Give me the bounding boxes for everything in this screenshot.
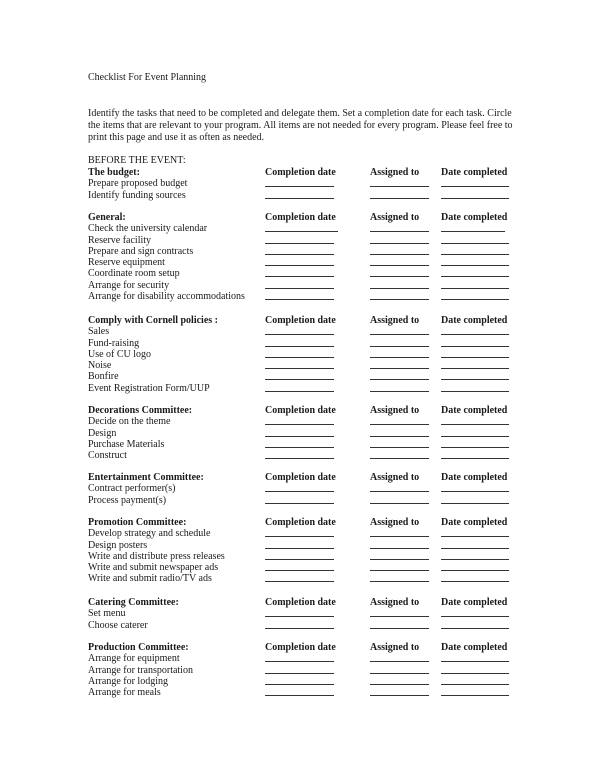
section-heading: Entertainment Committee:: [88, 472, 204, 483]
completion-date-blank[interactable]: [265, 661, 334, 662]
checklist-section: [0, 167, 600, 201]
assigned-to-blank[interactable]: [370, 661, 429, 662]
checklist-item-row: [0, 349, 600, 360]
task-label: Arrange for equipment: [88, 653, 180, 665]
assigned-to-blank[interactable]: [370, 447, 429, 448]
task-label: Decide on the theme: [88, 416, 171, 428]
assigned-to-blank[interactable]: [370, 357, 429, 358]
date-completed-blank[interactable]: [441, 276, 509, 277]
date-completed-blank[interactable]: [441, 288, 509, 289]
completion-date-blank[interactable]: [265, 559, 334, 560]
assigned-to-column-header: Assigned to: [370, 517, 420, 528]
date-completed-column-header: Date completed: [441, 597, 508, 608]
task-label: Construct: [88, 450, 127, 462]
checklist-item-row: [0, 620, 600, 631]
date-completed-blank[interactable]: [441, 628, 509, 629]
task-label: Arrange for security: [88, 279, 170, 291]
checklist-item-row: [0, 528, 600, 539]
assigned-to-blank[interactable]: [370, 288, 429, 289]
checklist-item-row: [0, 540, 600, 551]
section-header-row: [0, 212, 600, 223]
date-completed-column-header: Date completed: [441, 315, 508, 326]
task-label: Reserve facility: [88, 234, 152, 246]
date-completed-column-header: Date completed: [441, 517, 508, 528]
assigned-to-blank[interactable]: [370, 559, 429, 560]
assigned-to-blank[interactable]: [370, 503, 429, 504]
completion-date-blank[interactable]: [265, 491, 334, 492]
checklist-item-row: [0, 573, 600, 584]
assigned-to-blank[interactable]: [370, 581, 429, 582]
completion-date-blank[interactable]: [265, 243, 334, 244]
date-completed-blank[interactable]: [441, 254, 509, 255]
assigned-to-blank[interactable]: [370, 616, 429, 617]
intro-line: the items that are relevant to your program. All items are not needed for every program. Please feel free to: [88, 120, 513, 131]
task-label: Arrange for transportation: [88, 664, 193, 676]
checklist-item-row: [0, 235, 600, 246]
checklist-item-row: [0, 676, 600, 687]
task-label: Prepare proposed budget: [88, 178, 188, 190]
assigned-to-blank[interactable]: [370, 346, 429, 347]
assigned-to-column-header: Assigned to: [370, 212, 420, 223]
task-label: Design: [88, 427, 117, 439]
date-completed-blank[interactable]: [441, 616, 509, 617]
completion-date-column-header: Completion date: [265, 212, 336, 223]
completion-date-column-header: Completion date: [265, 405, 336, 416]
date-completed-column-header: Date completed: [441, 212, 508, 223]
date-completed-blank[interactable]: [441, 198, 509, 199]
checklist-section: [0, 517, 600, 585]
assigned-to-blank[interactable]: [370, 265, 429, 266]
task-label: Prepare and sign contracts: [88, 245, 194, 257]
completion-date-blank[interactable]: [265, 424, 334, 425]
section-header-row: [0, 472, 600, 483]
assigned-to-blank[interactable]: [370, 231, 429, 232]
completion-date-blank[interactable]: [265, 628, 334, 629]
checklist-section: [0, 405, 600, 461]
task-label: Develop strategy and schedule: [88, 528, 211, 540]
task-label: Arrange for meals: [88, 687, 161, 699]
task-label: Sales: [88, 326, 110, 338]
checklist-item-row: [0, 326, 600, 337]
checklist-item-row: [0, 608, 600, 619]
assigned-to-blank[interactable]: [370, 570, 429, 571]
section-heading: Production Committee:: [88, 642, 189, 653]
checklist-item-row: [0, 483, 600, 494]
completion-date-blank[interactable]: [265, 616, 334, 617]
completion-date-blank[interactable]: [265, 391, 334, 392]
section-header-row: [0, 315, 600, 326]
completion-date-column-header: Completion date: [265, 597, 336, 608]
assigned-to-blank[interactable]: [370, 276, 429, 277]
checklist-item-row: [0, 360, 600, 371]
checklist-item-row: [0, 371, 600, 382]
task-label: Write and distribute press releases: [88, 550, 225, 562]
date-completed-blank[interactable]: [441, 243, 509, 244]
completion-date-blank[interactable]: [265, 198, 334, 199]
assigned-to-column-header: Assigned to: [370, 315, 420, 326]
completion-date-blank[interactable]: [265, 695, 334, 696]
section-header-row: [0, 517, 600, 528]
date-completed-blank[interactable]: [441, 391, 509, 392]
assigned-to-column-header: Assigned to: [370, 597, 420, 608]
intro-line: print this page and use it as often as needed.: [88, 132, 265, 143]
checklist-item-row: [0, 495, 600, 506]
assigned-to-blank[interactable]: [370, 536, 429, 537]
task-label: Process payment(s): [88, 494, 167, 506]
date-completed-blank[interactable]: [441, 334, 509, 335]
date-completed-blank[interactable]: [441, 436, 509, 437]
assigned-to-column-header: Assigned to: [370, 167, 420, 178]
date-completed-column-header: Date completed: [441, 472, 508, 483]
checklist-section: [0, 642, 600, 698]
completion-date-column-header: Completion date: [265, 315, 336, 326]
task-label: Check the university calendar: [88, 223, 208, 235]
assigned-to-blank[interactable]: [370, 491, 429, 492]
checklist-item-row: [0, 291, 600, 302]
date-completed-blank[interactable]: [441, 379, 509, 380]
completion-date-blank[interactable]: [265, 503, 334, 504]
completion-date-blank[interactable]: [265, 299, 334, 300]
assigned-to-column-header: Assigned to: [370, 642, 420, 653]
assigned-to-blank[interactable]: [370, 254, 429, 255]
date-completed-blank[interactable]: [441, 231, 505, 232]
date-completed-blank[interactable]: [441, 299, 509, 300]
checklist-item-row: [0, 178, 600, 189]
section-header-row: [0, 167, 600, 178]
checklist-item-row: [0, 551, 600, 562]
completion-date-blank[interactable]: [265, 458, 334, 459]
date-completed-blank[interactable]: [441, 536, 509, 537]
completion-date-column-header: Completion date: [265, 167, 336, 178]
checklist-item-row: [0, 338, 600, 349]
checklist-section: [0, 597, 600, 631]
assigned-to-blank[interactable]: [370, 695, 429, 696]
task-label: Design posters: [88, 539, 148, 551]
completion-date-blank[interactable]: [265, 581, 334, 582]
completion-date-blank[interactable]: [265, 231, 338, 232]
section-heading: Promotion Committee:: [88, 517, 187, 528]
section-header-row: [0, 642, 600, 653]
completion-date-column-header: Completion date: [265, 517, 336, 528]
task-label: Arrange for disability accommodations: [88, 291, 245, 303]
completion-date-blank[interactable]: [265, 334, 334, 335]
date-completed-blank[interactable]: [441, 570, 509, 571]
section-heading: Decorations Committee:: [88, 405, 193, 416]
task-label: Arrange for lodging: [88, 675, 168, 687]
date-completed-blank[interactable]: [441, 503, 509, 504]
completion-date-blank[interactable]: [265, 684, 334, 685]
date-completed-blank[interactable]: [441, 368, 509, 369]
completion-date-blank[interactable]: [265, 265, 334, 266]
completion-date-blank[interactable]: [265, 447, 334, 448]
date-completed-blank[interactable]: [441, 695, 509, 696]
document-title: Checklist For Event Planning: [88, 72, 207, 83]
assigned-to-blank[interactable]: [370, 379, 429, 380]
date-completed-blank[interactable]: [441, 673, 509, 674]
completion-date-blank[interactable]: [265, 276, 334, 277]
checklist-item-row: [0, 562, 600, 573]
date-completed-blank[interactable]: [441, 548, 509, 549]
assigned-to-blank[interactable]: [370, 436, 429, 437]
checklist-item-row: [0, 280, 600, 291]
task-label: Contract performer(s): [88, 483, 176, 495]
completion-date-blank[interactable]: [265, 368, 334, 369]
checklist-item-row: [0, 190, 600, 201]
task-label: Set menu: [88, 608, 126, 620]
date-completed-blank[interactable]: [441, 346, 509, 347]
completion-date-blank[interactable]: [265, 548, 334, 549]
before-event-label: BEFORE THE EVENT:: [88, 155, 186, 166]
assigned-to-blank[interactable]: [370, 299, 429, 300]
date-completed-column-header: Date completed: [441, 167, 508, 178]
date-completed-blank[interactable]: [441, 357, 509, 358]
section-heading: Catering Committee:: [88, 597, 179, 608]
assigned-to-blank[interactable]: [370, 548, 429, 549]
date-completed-blank[interactable]: [441, 447, 509, 448]
checklist-item-row: [0, 687, 600, 698]
date-completed-blank[interactable]: [441, 186, 509, 187]
checklist-item-row: [0, 428, 600, 439]
date-completed-blank[interactable]: [441, 661, 509, 662]
task-label: Fund-raising: [88, 337, 140, 349]
task-label: Use of CU logo: [88, 348, 152, 360]
date-completed-blank[interactable]: [441, 265, 509, 266]
task-label: Reserve equipment: [88, 257, 165, 269]
completion-date-column-header: Completion date: [265, 472, 336, 483]
section-heading: General:: [88, 212, 126, 223]
section-header-row: [0, 597, 600, 608]
checklist-item-row: [0, 450, 600, 461]
checklist-section: [0, 472, 600, 506]
task-label: Write and submit newspaper ads: [88, 562, 219, 574]
date-completed-blank[interactable]: [441, 491, 509, 492]
assigned-to-column-header: Assigned to: [370, 405, 420, 416]
completion-date-blank[interactable]: [265, 346, 334, 347]
date-completed-blank[interactable]: [441, 458, 509, 459]
completion-date-blank[interactable]: [265, 357, 334, 358]
assigned-to-blank[interactable]: [370, 243, 429, 244]
date-completed-blank[interactable]: [441, 559, 509, 560]
assigned-to-blank[interactable]: [370, 368, 429, 369]
assigned-to-blank[interactable]: [370, 684, 429, 685]
checklist-item-row: [0, 246, 600, 257]
assigned-to-blank[interactable]: [370, 186, 429, 187]
assigned-to-blank[interactable]: [370, 391, 429, 392]
checklist-item-row: [0, 665, 600, 676]
date-completed-column-header: Date completed: [441, 405, 508, 416]
completion-date-blank[interactable]: [265, 288, 334, 289]
section-header-row: [0, 405, 600, 416]
date-completed-blank[interactable]: [441, 424, 509, 425]
assigned-to-blank[interactable]: [370, 673, 429, 674]
task-label: Write and submit radio/TV ads: [88, 573, 212, 585]
task-label: Coordinate room setup: [88, 268, 180, 280]
completion-date-blank[interactable]: [265, 186, 334, 187]
checklist-item-row: [0, 383, 600, 394]
date-completed-column-header: Date completed: [441, 642, 508, 653]
checklist-item-row: [0, 653, 600, 664]
checklist-item-row: [0, 416, 600, 427]
completion-date-blank[interactable]: [265, 536, 334, 537]
section-heading: The budget:: [88, 167, 140, 178]
checklist-item-row: [0, 257, 600, 268]
task-label: Noise: [88, 360, 112, 372]
assigned-to-blank[interactable]: [370, 424, 429, 425]
checklist-item-row: [0, 268, 600, 279]
checklist-section: [0, 315, 600, 394]
checklist-item-row: [0, 439, 600, 450]
completion-date-blank[interactable]: [265, 570, 334, 571]
task-label: Purchase Materials: [88, 438, 165, 450]
date-completed-blank[interactable]: [441, 581, 509, 582]
completion-date-blank[interactable]: [265, 254, 334, 255]
completion-date-blank[interactable]: [265, 379, 334, 380]
task-label: Bonfire: [88, 371, 119, 383]
assigned-to-column-header: Assigned to: [370, 472, 420, 483]
assigned-to-blank[interactable]: [370, 628, 429, 629]
section-heading: Comply with Cornell policies :: [88, 315, 218, 326]
intro-paragraph: [88, 108, 518, 144]
assigned-to-blank[interactable]: [370, 334, 429, 335]
task-label: Choose caterer: [88, 619, 148, 631]
intro-line: Identify the tasks that need to be completed and delegate them. Set a completion date for each task. Circle: [88, 108, 512, 119]
assigned-to-blank[interactable]: [370, 458, 429, 459]
completion-date-blank[interactable]: [265, 436, 334, 437]
task-label: Event Registration Form/UUP: [88, 382, 210, 394]
checklist-item-row: [0, 223, 600, 234]
assigned-to-blank[interactable]: [370, 198, 429, 199]
completion-date-blank[interactable]: [265, 673, 334, 674]
date-completed-blank[interactable]: [441, 684, 509, 685]
task-label: Identify funding sources: [88, 189, 186, 201]
checklist-section: [0, 212, 600, 302]
completion-date-column-header: Completion date: [265, 642, 336, 653]
